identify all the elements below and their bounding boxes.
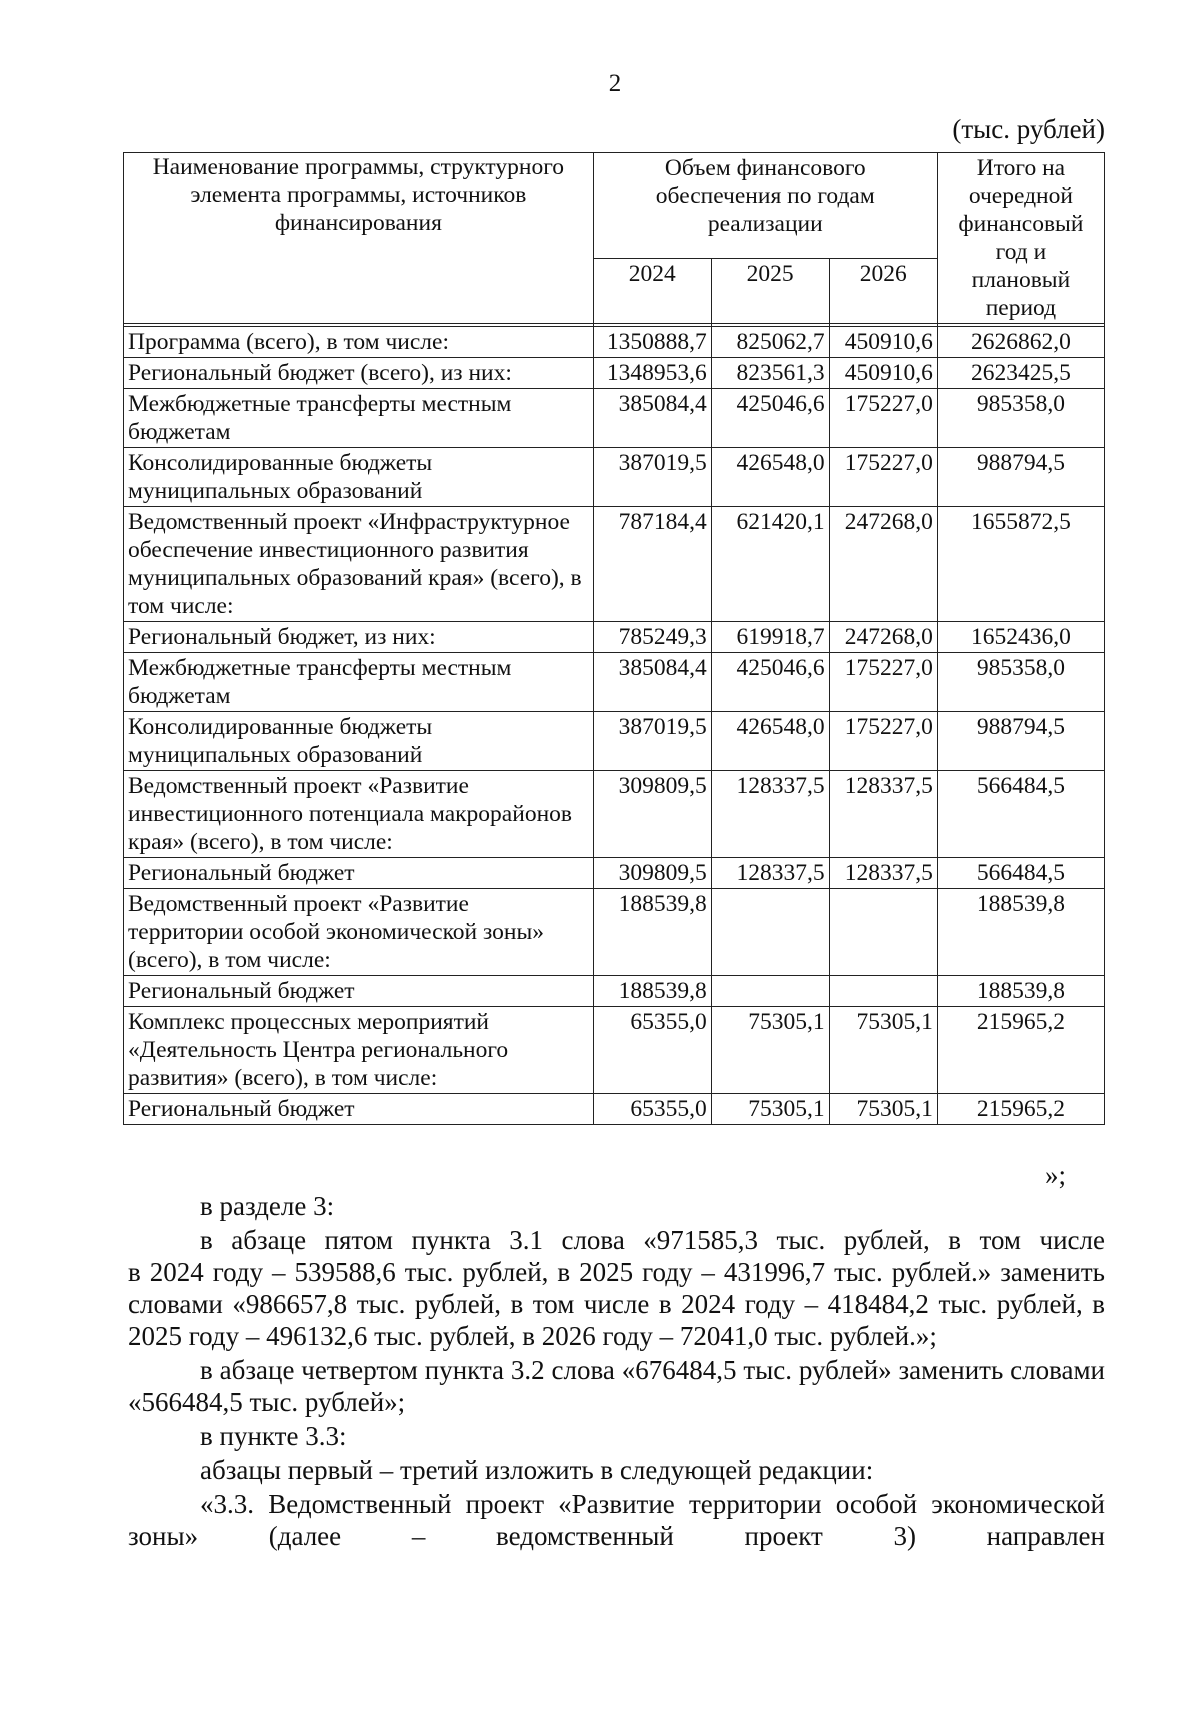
value-2025: 128337,5 [711, 858, 829, 889]
value-2024: 188539,8 [593, 889, 711, 976]
paragraph-3-3: в пункте 3.3: [200, 1421, 347, 1451]
paragraph-3-1: в 2024 году – 539588,6 тыс. рублей, в 2025 году – 431996,7 тыс. рублей.» заменить словами «986657,8 тыс. рублей, в том числе в 2024 году – 418484,2 тыс. рублей, в 2025 году – 496132,6 тыс. рублей, в 2026 году – 72041,0 тыс. рублей.»; [128, 1257, 1105, 1351]
row-name: Ведомственный проект «Развитие территории особой экономической зоны» (всего), в том числе: [124, 889, 594, 976]
value-2025: 619918,7 [711, 622, 829, 653]
table-row [124, 889, 1105, 976]
row-name: Региональный бюджет [124, 1094, 594, 1125]
table-row [124, 327, 1105, 358]
value-total: 2623425,5 [937, 358, 1104, 389]
value-2026: 75305,1 [829, 1094, 937, 1125]
row-name: Ведомственный проект «Развитие инвестиционного потенциала макрорайонов края» (всего), в том числе: [124, 771, 594, 858]
row-name: Региональный бюджет, из них: [124, 622, 594, 653]
value-2026: 450910,6 [829, 327, 937, 358]
value-2026: 247268,0 [829, 507, 937, 622]
value-2025: 75305,1 [711, 1007, 829, 1094]
paragraph-3-3-new: «3.3. Ведомственный проект «Развитие территории особой экономической зоны» (далее – ведомственный проект 3) направлен [128, 1489, 1105, 1551]
value-2025: 425046,6 [711, 389, 829, 448]
amendment-text [128, 1190, 1105, 1552]
table-row [124, 507, 1105, 622]
value-2026: 175227,0 [829, 712, 937, 771]
value-total: 215965,2 [937, 1094, 1104, 1125]
row-name: Региональный бюджет [124, 858, 594, 889]
table-row [124, 1007, 1105, 1094]
value-2026: 75305,1 [829, 1007, 937, 1094]
row-name: Региональный бюджет (всего), из них: [124, 358, 594, 389]
value-2024: 1350888,7 [593, 327, 711, 358]
header-total: Итого на очередной финансовый год и плановый период [937, 153, 1104, 324]
row-name: Программа (всего), в том числе: [124, 327, 594, 358]
value-2025: 426548,0 [711, 448, 829, 507]
value-2026: 128337,5 [829, 771, 937, 858]
financing-table [123, 152, 1105, 1125]
value-2024: 309809,5 [593, 858, 711, 889]
value-2026: 450910,6 [829, 358, 937, 389]
row-name: Межбюджетные трансферты местным бюджетам [124, 653, 594, 712]
header-name: Наименование программы, структурного элемента программы, источников финансирования [124, 153, 594, 324]
value-2024: 65355,0 [593, 1007, 711, 1094]
table-row [124, 389, 1105, 448]
value-2026: 175227,0 [829, 389, 937, 448]
value-2025: 825062,7 [711, 327, 829, 358]
paragraph-3-2: в абзаце четвертом пункта 3.2 слова «676484,5 тыс. рублей» заменить словами «566484,5 тыс. рублей»; [128, 1355, 1105, 1417]
value-2025: 128337,5 [711, 771, 829, 858]
table-row [124, 622, 1105, 653]
value-2024: 1348953,6 [593, 358, 711, 389]
value-2024: 309809,5 [593, 771, 711, 858]
value-2026 [829, 976, 937, 1007]
table-row [124, 712, 1105, 771]
value-total: 566484,5 [937, 771, 1104, 858]
value-2024: 787184,4 [593, 507, 711, 622]
value-total: 985358,0 [937, 653, 1104, 712]
row-name: Консолидированные бюджеты муниципальных образований [124, 448, 594, 507]
header-year-2025: 2025 [711, 259, 829, 324]
value-2024: 385084,4 [593, 389, 711, 448]
value-total: 1655872,5 [937, 507, 1104, 622]
value-2026: 128337,5 [829, 858, 937, 889]
value-2024: 387019,5 [593, 448, 711, 507]
value-2024: 785249,3 [593, 622, 711, 653]
value-total: 985358,0 [937, 389, 1104, 448]
paragraph-section-3: в разделе 3: [200, 1191, 335, 1221]
row-name: Комплекс процессных мероприятий «Деятельность Центра регионального развития» (всего), в том числе: [124, 1007, 594, 1094]
row-name: Региональный бюджет [124, 976, 594, 1007]
table-row [124, 653, 1105, 712]
value-total: 188539,8 [937, 976, 1104, 1007]
table-row [124, 858, 1105, 889]
table-row [124, 976, 1105, 1007]
value-2025: 823561,3 [711, 358, 829, 389]
value-2025: 426548,0 [711, 712, 829, 771]
header-year-2026: 2026 [829, 259, 937, 324]
value-2025 [711, 976, 829, 1007]
table-row [124, 448, 1105, 507]
row-name: Ведомственный проект «Инфраструктурное обеспечение инвестиционного развития муниципальных образований края» (всего), в том числе: [124, 507, 594, 622]
row-name: Консолидированные бюджеты муниципальных образований [124, 712, 594, 771]
row-name: Межбюджетные трансферты местным бюджетам [124, 389, 594, 448]
value-2025 [711, 889, 829, 976]
value-2024: 65355,0 [593, 1094, 711, 1125]
value-total: 1652436,0 [937, 622, 1104, 653]
header-volume: Объем финансового обеспечения по годам реализации [593, 153, 937, 259]
closing-quote: »; [1045, 1160, 1067, 1190]
units-label: (тыс. рублей) [952, 114, 1105, 144]
value-total: 2626862,0 [937, 327, 1104, 358]
value-2025: 425046,6 [711, 653, 829, 712]
value-2025: 75305,1 [711, 1094, 829, 1125]
table-row [124, 1094, 1105, 1125]
value-2026: 247268,0 [829, 622, 937, 653]
value-total: 188539,8 [937, 889, 1104, 976]
value-total: 566484,5 [937, 858, 1104, 889]
header-year-2024: 2024 [593, 259, 711, 324]
value-2024: 188539,8 [593, 976, 711, 1007]
value-2025: 621420,1 [711, 507, 829, 622]
paragraph-3-1-start: в абзаце пятом пункта 3.1 слова «971585,3 тыс. рублей, в том числе [200, 1225, 1105, 1255]
value-2026: 175227,0 [829, 653, 937, 712]
paragraph-redaction: абзацы первый – третий изложить в следующей редакции: [200, 1455, 874, 1485]
value-total: 988794,5 [937, 712, 1104, 771]
table-row [124, 771, 1105, 858]
page-number: 2 [608, 70, 622, 97]
value-2024: 387019,5 [593, 712, 711, 771]
table-row [124, 358, 1105, 389]
value-total: 988794,5 [937, 448, 1104, 507]
value-2026 [829, 889, 937, 976]
value-2024: 385084,4 [593, 653, 711, 712]
value-total: 215965,2 [937, 1007, 1104, 1094]
value-2026: 175227,0 [829, 448, 937, 507]
